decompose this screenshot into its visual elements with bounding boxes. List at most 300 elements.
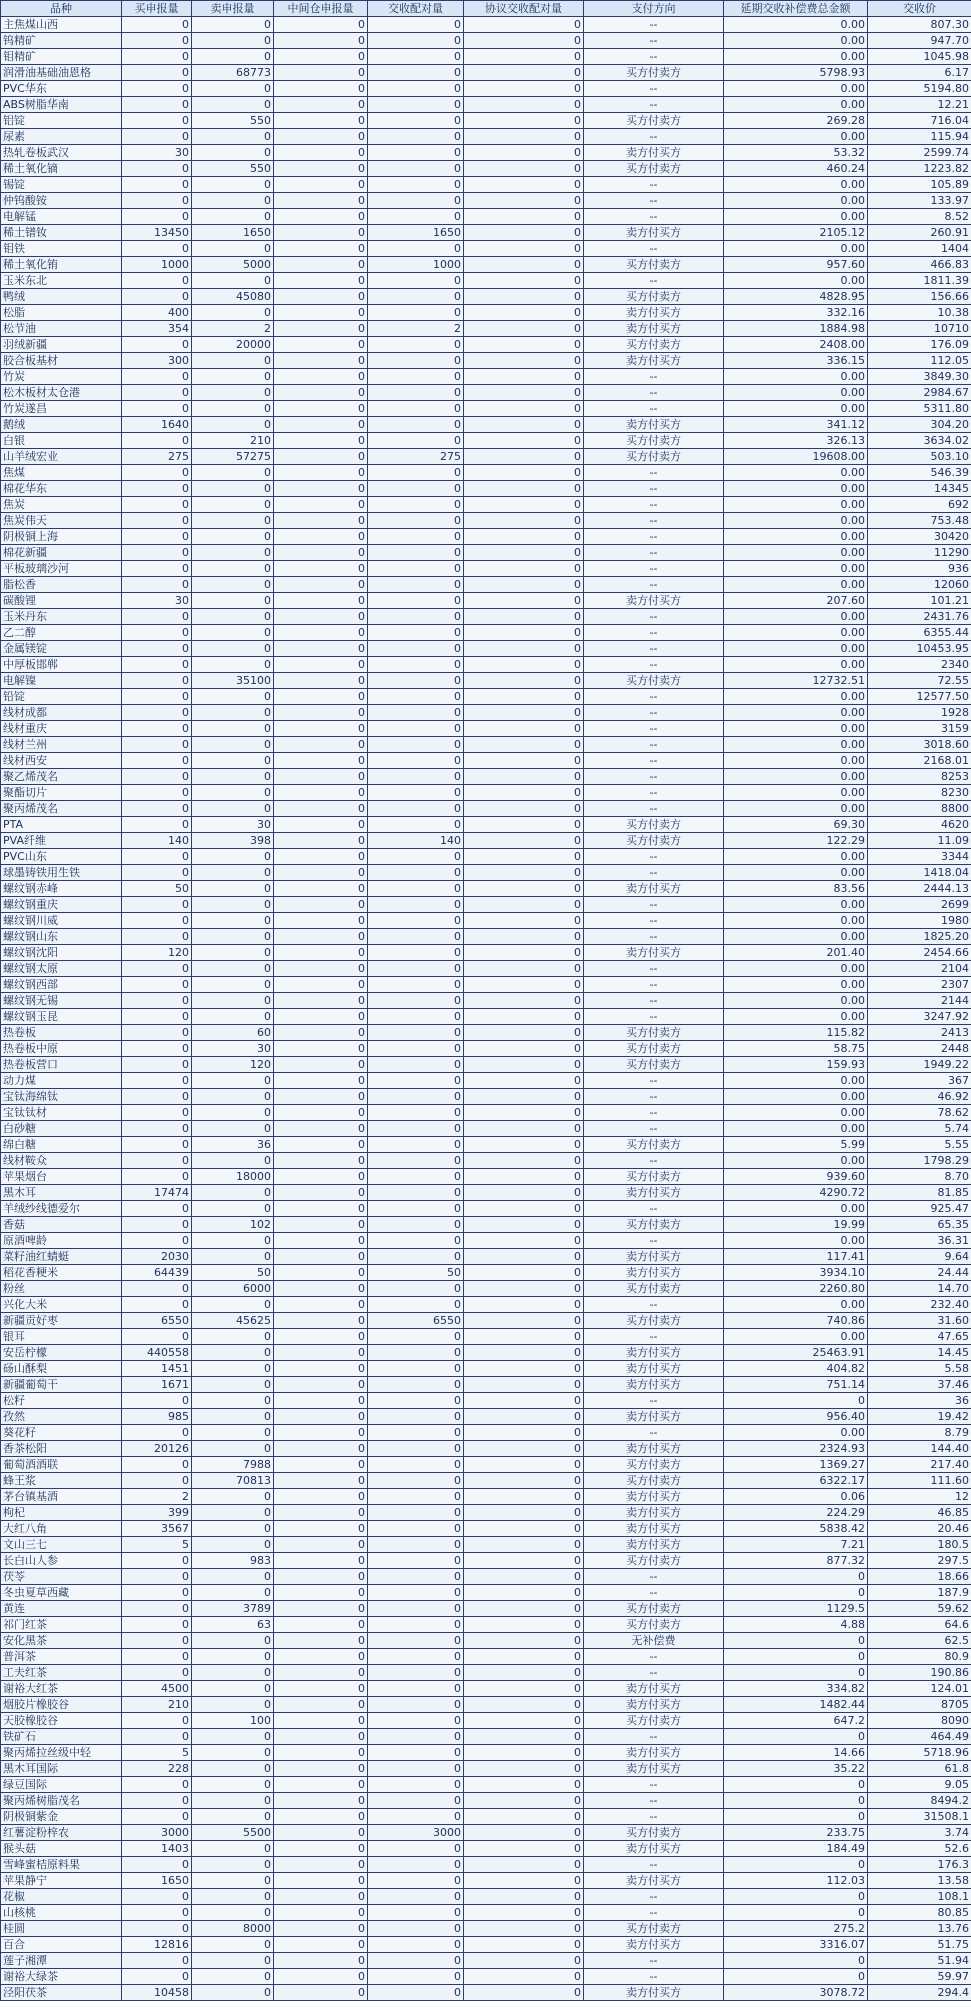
table-row [1, 1761, 971, 1777]
cell-deferred-compensation: 0.00 [724, 1073, 868, 1089]
cell-payment-direction: -- [584, 545, 724, 561]
cell-payment-direction: 买方付卖方 [584, 1025, 724, 1041]
cell-delivery-matched: 0 [368, 1857, 464, 1873]
cell-intermediate-declared: 0 [274, 241, 368, 257]
cell-agreement-matched: 0 [464, 225, 584, 241]
cell-sell-declared: 0 [192, 1569, 274, 1585]
cell-payment-direction: -- [584, 1649, 724, 1665]
cell-agreement-matched: 0 [464, 1617, 584, 1633]
cell-sell-declared: 0 [192, 1505, 274, 1521]
table-row [1, 1537, 971, 1553]
cell-agreement-matched: 0 [464, 513, 584, 529]
cell-sell-declared: 0 [192, 305, 274, 321]
table-row [1, 929, 971, 945]
cell-deferred-compensation: 269.28 [724, 113, 868, 129]
cell-buy-declared: 5 [122, 1537, 192, 1553]
cell-buy-declared: 0 [122, 1009, 192, 1025]
cell-delivery-matched: 0 [368, 369, 464, 385]
table-row [1, 433, 971, 449]
cell-buy-declared: 10458 [122, 1985, 192, 2001]
cell-payment-direction: -- [584, 897, 724, 913]
cell-delivery-price: 80.85 [868, 1905, 971, 1921]
cell-intermediate-declared: 0 [274, 1713, 368, 1729]
cell-deferred-compensation: 0.00 [724, 49, 868, 65]
cell-agreement-matched: 0 [464, 929, 584, 945]
cell-delivery-price: 5194.80 [868, 81, 971, 97]
cell-delivery-matched: 0 [368, 1617, 464, 1633]
cell-delivery-matched: 0 [368, 1121, 464, 1137]
cell-buy-declared: 12816 [122, 1937, 192, 1953]
cell-payment-direction: 卖方付买方 [584, 1265, 724, 1281]
cell-sell-declared: 0 [192, 1937, 274, 1953]
cell-agreement-matched: 0 [464, 1233, 584, 1249]
cell-delivery-price: 1949.22 [868, 1057, 971, 1073]
cell-agreement-matched: 0 [464, 1681, 584, 1697]
cell-variety: 线材重庆 [1, 721, 122, 737]
cell-intermediate-declared: 0 [274, 209, 368, 225]
table-row [1, 1857, 971, 1873]
table-row [1, 1489, 971, 1505]
cell-delivery-price: 304.20 [868, 417, 971, 433]
cell-delivery-price: 12577.50 [868, 689, 971, 705]
cell-buy-declared: 300 [122, 353, 192, 369]
cell-buy-declared: 0 [122, 1969, 192, 1985]
table-body [1, 17, 971, 2001]
cell-variety: 雪峰蜜桔原料果 [1, 1857, 122, 1873]
cell-payment-direction: -- [584, 465, 724, 481]
cell-payment-direction: 买方付卖方 [584, 1617, 724, 1633]
cell-delivery-matched: 0 [368, 1729, 464, 1745]
cell-buy-declared: 0 [122, 801, 192, 817]
cell-deferred-compensation: 58.75 [724, 1041, 868, 1057]
cell-variety: 线材成都 [1, 705, 122, 721]
cell-intermediate-declared: 0 [274, 1889, 368, 1905]
cell-delivery-price: 1798.29 [868, 1153, 971, 1169]
cell-sell-declared: 0 [192, 49, 274, 65]
cell-agreement-matched: 0 [464, 193, 584, 209]
cell-buy-declared: 0 [122, 1121, 192, 1137]
cell-delivery-matched: 0 [368, 1649, 464, 1665]
table-row [1, 161, 971, 177]
cell-delivery-matched: 0 [368, 1569, 464, 1585]
cell-intermediate-declared: 0 [274, 1793, 368, 1809]
cell-buy-declared: 1451 [122, 1361, 192, 1377]
cell-buy-declared: 17474 [122, 1185, 192, 1201]
cell-buy-declared: 0 [122, 65, 192, 81]
cell-buy-declared: 0 [122, 17, 192, 33]
table-row [1, 785, 971, 801]
cell-payment-direction: -- [584, 993, 724, 1009]
cell-delivery-price: 692 [868, 497, 971, 513]
cell-agreement-matched: 0 [464, 433, 584, 449]
cell-variety: 螺纹钢重庆 [1, 897, 122, 913]
cell-intermediate-declared: 0 [274, 225, 368, 241]
table-row [1, 593, 971, 609]
cell-sell-declared: 60 [192, 1025, 274, 1041]
cell-sell-declared: 8000 [192, 1921, 274, 1937]
cell-variety: 碳酸锂 [1, 593, 122, 609]
cell-buy-declared: 0 [122, 209, 192, 225]
cell-deferred-compensation: 112.03 [724, 1873, 868, 1889]
cell-delivery-matched: 0 [368, 881, 464, 897]
cell-variety: 天胶橡胶谷 [1, 1713, 122, 1729]
cell-intermediate-declared: 0 [274, 193, 368, 209]
cell-sell-declared: 1650 [192, 225, 274, 241]
cell-variety: 原酒啤龄 [1, 1233, 122, 1249]
cell-payment-direction: -- [584, 513, 724, 529]
table-row [1, 1265, 971, 1281]
cell-sell-declared: 0 [192, 1489, 274, 1505]
cell-payment-direction: -- [584, 129, 724, 145]
cell-sell-declared: 0 [192, 929, 274, 945]
cell-payment-direction: -- [584, 929, 724, 945]
cell-deferred-compensation: 224.29 [724, 1505, 868, 1521]
cell-intermediate-declared: 0 [274, 1761, 368, 1777]
table-row [1, 721, 971, 737]
cell-delivery-price: 36.31 [868, 1233, 971, 1249]
cell-sell-declared: 0 [192, 1585, 274, 1601]
table-row [1, 1585, 971, 1601]
cell-variety: 松节油 [1, 321, 122, 337]
cell-deferred-compensation: 0 [724, 1665, 868, 1681]
cell-delivery-matched: 0 [368, 97, 464, 113]
cell-buy-declared: 3000 [122, 1825, 192, 1841]
cell-intermediate-declared: 0 [274, 401, 368, 417]
cell-sell-declared: 0 [192, 625, 274, 641]
cell-agreement-matched: 0 [464, 1089, 584, 1105]
cell-buy-declared: 0 [122, 1393, 192, 1409]
cell-sell-declared: 0 [192, 881, 274, 897]
cell-variety: 玉米东北 [1, 273, 122, 289]
cell-buy-declared: 0 [122, 1857, 192, 1873]
cell-buy-declared: 0 [122, 177, 192, 193]
cell-agreement-matched: 0 [464, 1297, 584, 1313]
cell-delivery-price: 260.91 [868, 225, 971, 241]
cell-delivery-matched: 0 [368, 1249, 464, 1265]
cell-variety: 焦煤 [1, 465, 122, 481]
cell-intermediate-declared: 0 [274, 1025, 368, 1041]
cell-buy-declared: 0 [122, 1217, 192, 1233]
cell-deferred-compensation: 0.00 [724, 721, 868, 737]
cell-agreement-matched: 0 [464, 1601, 584, 1617]
cell-delivery-price: 8.52 [868, 209, 971, 225]
cell-variety: 电解镍 [1, 673, 122, 689]
cell-buy-declared: 0 [122, 289, 192, 305]
cell-variety: 聚乙烯茂名 [1, 769, 122, 785]
cell-payment-direction: -- [584, 609, 724, 625]
cell-delivery-price: 2431.76 [868, 609, 971, 625]
cell-intermediate-declared: 0 [274, 145, 368, 161]
cell-deferred-compensation: 751.14 [724, 1377, 868, 1393]
cell-buy-declared: 0 [122, 193, 192, 209]
cell-intermediate-declared: 0 [274, 417, 368, 433]
cell-delivery-price: 111.60 [868, 1473, 971, 1489]
cell-payment-direction: -- [584, 529, 724, 545]
cell-delivery-matched: 0 [368, 1441, 464, 1457]
cell-payment-direction: -- [584, 177, 724, 193]
header-deferred-compensation: 延期交收补偿费总金额 [724, 1, 868, 17]
cell-payment-direction: 买方付卖方 [584, 337, 724, 353]
cell-agreement-matched: 0 [464, 833, 584, 849]
cell-delivery-price: 11290 [868, 545, 971, 561]
cell-sell-declared: 550 [192, 113, 274, 129]
cell-delivery-matched: 0 [368, 1409, 464, 1425]
cell-variety: 脂松香 [1, 577, 122, 593]
cell-buy-declared: 0 [122, 577, 192, 593]
cell-sell-declared: 63 [192, 1617, 274, 1633]
cell-buy-declared: 354 [122, 321, 192, 337]
cell-variety: 松木板材太仓港 [1, 385, 122, 401]
cell-intermediate-declared: 0 [274, 817, 368, 833]
cell-deferred-compensation: 0.00 [724, 961, 868, 977]
cell-variety: 黄连 [1, 1601, 122, 1617]
cell-buy-declared: 0 [122, 769, 192, 785]
cell-intermediate-declared: 0 [274, 1505, 368, 1521]
table-row [1, 1025, 971, 1041]
table-row [1, 1697, 971, 1713]
table-row [1, 1057, 971, 1073]
table-row [1, 1985, 971, 2001]
cell-variety: 绵白糖 [1, 1137, 122, 1153]
cell-sell-declared: 0 [192, 1521, 274, 1537]
cell-delivery-matched: 140 [368, 833, 464, 849]
table-row [1, 65, 971, 81]
cell-payment-direction: -- [584, 1905, 724, 1921]
cell-intermediate-declared: 0 [274, 897, 368, 913]
cell-agreement-matched: 0 [464, 1425, 584, 1441]
cell-deferred-compensation: 12732.51 [724, 673, 868, 689]
cell-agreement-matched: 0 [464, 657, 584, 673]
cell-sell-declared: 0 [192, 641, 274, 657]
cell-buy-declared: 0 [122, 1793, 192, 1809]
cell-delivery-matched: 0 [368, 577, 464, 593]
cell-delivery-price: 64.6 [868, 1617, 971, 1633]
cell-payment-direction: 卖方付买方 [584, 1361, 724, 1377]
cell-agreement-matched: 0 [464, 721, 584, 737]
cell-sell-declared: 0 [192, 353, 274, 369]
cell-delivery-price: 8.70 [868, 1169, 971, 1185]
cell-variety: 螺纹钢川威 [1, 913, 122, 929]
cell-deferred-compensation: 0 [724, 1889, 868, 1905]
cell-payment-direction: -- [584, 1089, 724, 1105]
cell-payment-direction: -- [584, 1665, 724, 1681]
table-row [1, 1505, 971, 1521]
cell-agreement-matched: 0 [464, 1889, 584, 1905]
cell-intermediate-declared: 0 [274, 689, 368, 705]
cell-sell-declared: 0 [192, 1537, 274, 1553]
cell-delivery-matched: 0 [368, 1169, 464, 1185]
cell-agreement-matched: 0 [464, 17, 584, 33]
cell-deferred-compensation: 0.00 [724, 801, 868, 817]
cell-delivery-matched: 275 [368, 449, 464, 465]
table-row [1, 273, 971, 289]
cell-deferred-compensation: 0 [724, 1969, 868, 1985]
cell-payment-direction: -- [584, 1073, 724, 1089]
cell-intermediate-declared: 0 [274, 1009, 368, 1025]
cell-buy-declared: 0 [122, 81, 192, 97]
cell-variety: 新疆葡萄干 [1, 1377, 122, 1393]
cell-sell-declared: 0 [192, 609, 274, 625]
cell-delivery-price: 294.4 [868, 1985, 971, 2001]
cell-variety: PVC华东 [1, 81, 122, 97]
cell-intermediate-declared: 0 [274, 65, 368, 81]
cell-buy-declared: 0 [122, 737, 192, 753]
cell-sell-declared: 0 [192, 1905, 274, 1921]
cell-buy-declared: 0 [122, 1585, 192, 1601]
cell-delivery-price: 546.39 [868, 465, 971, 481]
cell-buy-declared: 0 [122, 545, 192, 561]
cell-sell-declared: 0 [192, 977, 274, 993]
table-row [1, 1153, 971, 1169]
cell-variety: 大红八角 [1, 1521, 122, 1537]
cell-variety: 花椒 [1, 1889, 122, 1905]
cell-deferred-compensation: 275.2 [724, 1921, 868, 1937]
cell-buy-declared: 50 [122, 881, 192, 897]
cell-payment-direction: -- [584, 753, 724, 769]
cell-delivery-matched: 0 [368, 1905, 464, 1921]
cell-delivery-price: 14.70 [868, 1281, 971, 1297]
cell-intermediate-declared: 0 [274, 49, 368, 65]
cell-delivery-price: 80.9 [868, 1649, 971, 1665]
cell-agreement-matched: 0 [464, 49, 584, 65]
cell-intermediate-declared: 0 [274, 465, 368, 481]
cell-agreement-matched: 0 [464, 1121, 584, 1137]
cell-intermediate-declared: 0 [274, 1969, 368, 1985]
cell-agreement-matched: 0 [464, 1329, 584, 1345]
cell-sell-declared: 0 [192, 1393, 274, 1409]
table-row [1, 817, 971, 833]
cell-delivery-price: 1928 [868, 705, 971, 721]
cell-deferred-compensation: 184.49 [724, 1841, 868, 1857]
table-row [1, 1217, 971, 1233]
cell-payment-direction: -- [584, 1889, 724, 1905]
cell-buy-declared: 2 [122, 1489, 192, 1505]
cell-variety: 工夫红茶 [1, 1665, 122, 1681]
cell-deferred-compensation: 0.00 [724, 545, 868, 561]
cell-delivery-price: 5.58 [868, 1361, 971, 1377]
cell-intermediate-declared: 0 [274, 257, 368, 273]
cell-sell-declared: 0 [192, 33, 274, 49]
cell-agreement-matched: 0 [464, 1409, 584, 1425]
cell-intermediate-declared: 0 [274, 161, 368, 177]
cell-agreement-matched: 0 [464, 497, 584, 513]
header-buy-declared: 买申报量 [122, 1, 192, 17]
cell-variety: 阴极铜上海 [1, 529, 122, 545]
cell-intermediate-declared: 0 [274, 881, 368, 897]
cell-deferred-compensation: 0.00 [724, 1329, 868, 1345]
cell-delivery-price: 108.1 [868, 1889, 971, 1905]
cell-intermediate-declared: 0 [274, 449, 368, 465]
cell-agreement-matched: 0 [464, 1377, 584, 1393]
cell-deferred-compensation: 740.86 [724, 1313, 868, 1329]
cell-sell-declared: 102 [192, 1217, 274, 1233]
cell-agreement-matched: 0 [464, 801, 584, 817]
cell-variety: 球墨铸铁用生铁 [1, 865, 122, 881]
cell-payment-direction: -- [584, 1777, 724, 1793]
cell-delivery-matched: 0 [368, 657, 464, 673]
cell-deferred-compensation: 0.00 [724, 705, 868, 721]
cell-deferred-compensation: 0 [724, 1649, 868, 1665]
cell-agreement-matched: 0 [464, 161, 584, 177]
cell-variety: 红薯淀粉梓农 [1, 1825, 122, 1841]
cell-buy-declared: 13450 [122, 225, 192, 241]
cell-variety: 螺纹钢太原 [1, 961, 122, 977]
cell-agreement-matched: 0 [464, 945, 584, 961]
cell-sell-declared: 0 [192, 193, 274, 209]
cell-delivery-matched: 0 [368, 1953, 464, 1969]
table-row [1, 449, 971, 465]
cell-buy-declared: 0 [122, 849, 192, 865]
cell-delivery-matched: 0 [368, 1457, 464, 1473]
cell-agreement-matched: 0 [464, 1697, 584, 1713]
cell-delivery-price: 3247.92 [868, 1009, 971, 1025]
cell-variety: 粉丝 [1, 1281, 122, 1297]
table-row [1, 321, 971, 337]
cell-delivery-price: 52.6 [868, 1841, 971, 1857]
cell-intermediate-declared: 0 [274, 705, 368, 721]
cell-buy-declared: 140 [122, 833, 192, 849]
cell-deferred-compensation: 0 [724, 1793, 868, 1809]
cell-deferred-compensation: 2324.93 [724, 1441, 868, 1457]
cell-agreement-matched: 0 [464, 337, 584, 353]
cell-agreement-matched: 0 [464, 849, 584, 865]
cell-delivery-price: 115.94 [868, 129, 971, 145]
table-row [1, 801, 971, 817]
cell-intermediate-declared: 0 [274, 17, 368, 33]
table-row [1, 353, 971, 369]
cell-delivery-matched: 0 [368, 1921, 464, 1937]
cell-deferred-compensation: 0 [724, 1953, 868, 1969]
cell-delivery-price: 30420 [868, 529, 971, 545]
cell-payment-direction: 买方付卖方 [584, 161, 724, 177]
cell-agreement-matched: 0 [464, 1665, 584, 1681]
cell-deferred-compensation: 0.00 [724, 689, 868, 705]
cell-buy-declared: 0 [122, 129, 192, 145]
cell-payment-direction: -- [584, 913, 724, 929]
cell-buy-declared: 0 [122, 529, 192, 545]
cell-payment-direction: 卖方付买方 [584, 1489, 724, 1505]
cell-intermediate-declared: 0 [274, 33, 368, 49]
cell-delivery-matched: 0 [368, 1537, 464, 1553]
cell-deferred-compensation: 0.00 [724, 1297, 868, 1313]
cell-variety: 中厚板邯郸 [1, 657, 122, 673]
cell-agreement-matched: 0 [464, 1169, 584, 1185]
cell-sell-declared: 0 [192, 1729, 274, 1745]
cell-deferred-compensation: 0.00 [724, 1153, 868, 1169]
cell-sell-declared: 0 [192, 417, 274, 433]
cell-variety: 羊绒纱线德爱尔 [1, 1201, 122, 1217]
cell-agreement-matched: 0 [464, 641, 584, 657]
cell-agreement-matched: 0 [464, 1745, 584, 1761]
table-row [1, 1937, 971, 1953]
cell-deferred-compensation: 0.00 [724, 241, 868, 257]
cell-payment-direction: 卖方付买方 [584, 1697, 724, 1713]
cell-sell-declared: 68773 [192, 65, 274, 81]
cell-delivery-matched: 0 [368, 1057, 464, 1073]
cell-delivery-matched: 0 [368, 737, 464, 753]
cell-buy-declared: 0 [122, 1569, 192, 1585]
cell-sell-declared: 0 [192, 1841, 274, 1857]
cell-delivery-price: 51.75 [868, 1937, 971, 1953]
cell-agreement-matched: 0 [464, 417, 584, 433]
cell-payment-direction: -- [584, 1393, 724, 1409]
cell-variety: 宝钛钛材 [1, 1105, 122, 1121]
cell-sell-declared: 0 [192, 1121, 274, 1137]
table-row [1, 529, 971, 545]
cell-delivery-price: 2307 [868, 977, 971, 993]
cell-deferred-compensation: 0.00 [724, 625, 868, 641]
cell-deferred-compensation: 0.00 [724, 577, 868, 593]
